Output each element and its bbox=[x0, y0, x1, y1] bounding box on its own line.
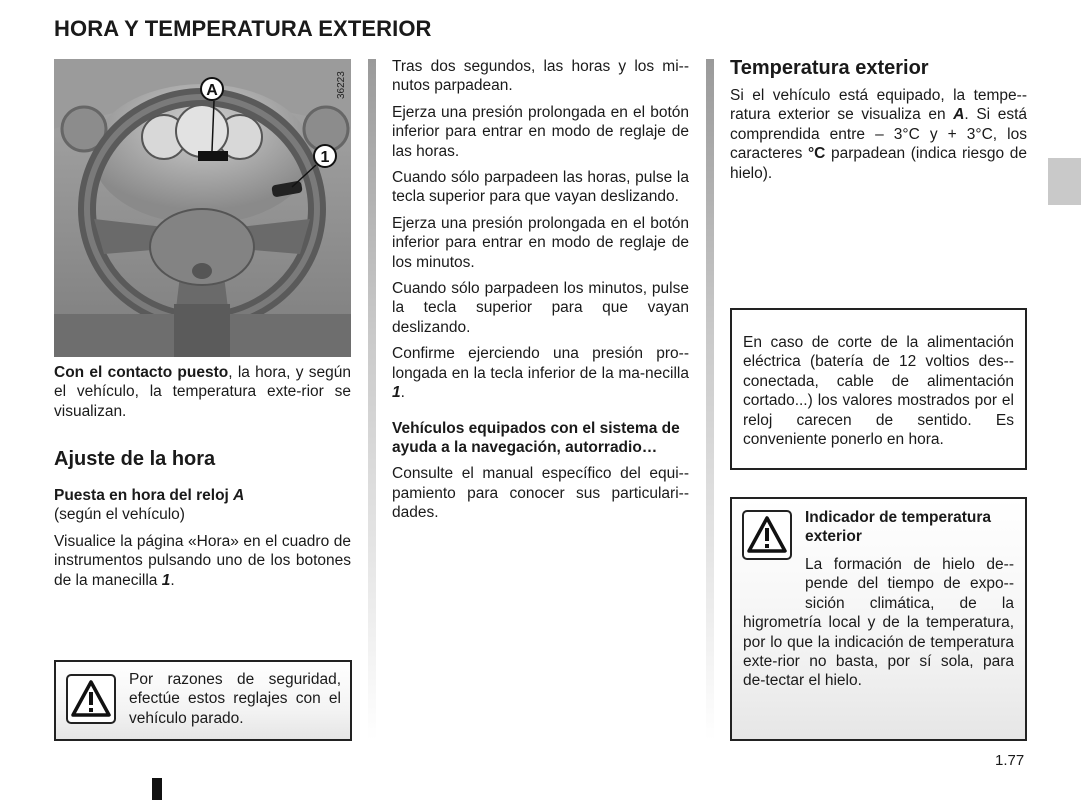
middle-paragraph-2: Ejerza una presión prolongada en el botón inferior para entrar en modo de reglaje de las horas. bbox=[392, 103, 689, 160]
setting-paragraph bbox=[54, 532, 351, 590]
ice-warning-text: La formación de hielo de-pende del tiempo de expo-sición climática, de la higrometría local y de la temperatura, por lo que la indicación de temperatura exte-rior no basta, por sí sola, para de-tectar el hielo. bbox=[743, 556, 1014, 690]
power-cut-note-box bbox=[730, 308, 1027, 470]
middle-paragraph-3: Cuando sólo parpadeen las horas, pulse la tecla superior para que vayan deslizando. bbox=[392, 169, 689, 206]
middle-paragraph-5: Cuando sólo parpadeen los minutos, pulse la tecla superior para que vayan deslizando. bbox=[392, 280, 689, 336]
subsection-heading bbox=[54, 486, 351, 525]
callout-a: A bbox=[206, 82, 218, 99]
intro-rest: , la hora, y según el vehículo, la temperatura exte-rior se visualizan. bbox=[54, 364, 351, 420]
middle-paragraph-6-end: . bbox=[400, 384, 405, 402]
middle-paragraph-4: Ejerza una presión prolongada en el botón inferior para entrar en modo de reglaje de los minutos. bbox=[392, 214, 689, 271]
chapter-tab bbox=[1048, 158, 1081, 205]
column-middle bbox=[392, 57, 689, 530]
navigation-heading: Vehículos equipados con el sistema de ayuda a la navegación, autorradio… bbox=[392, 419, 680, 456]
steering-wheel-illustration bbox=[54, 59, 351, 357]
safety-warning-box bbox=[54, 660, 352, 741]
intro-paragraph bbox=[54, 363, 351, 421]
middle-paragraph-6-ref: 1 bbox=[392, 384, 401, 402]
intro-bold: Con el contacto puesto bbox=[54, 364, 229, 381]
warning-triangle-icon bbox=[66, 674, 116, 724]
column-divider-right bbox=[706, 59, 714, 740]
figure-ref-number: 36223 bbox=[336, 71, 347, 99]
crop-mark bbox=[152, 778, 162, 800]
column-left bbox=[54, 363, 351, 428]
middle-paragraph-6-text: Confirme ejerciendo una presión pro-longada en la tecla inferior de la ma-necilla bbox=[392, 345, 689, 382]
middle-paragraph-6 bbox=[392, 344, 689, 402]
temperature-paragraph bbox=[730, 86, 1027, 183]
subsection-bold: Puesta en hora del reloj bbox=[54, 487, 234, 504]
ice-warning-box bbox=[730, 497, 1027, 741]
temperature-paragraph-ref: A bbox=[953, 106, 965, 124]
setting-paragraph-end: . bbox=[170, 571, 175, 589]
setting-paragraph-ref: 1 bbox=[161, 571, 171, 589]
page-number: 1.77 bbox=[995, 752, 1025, 769]
subsection-ref: A bbox=[233, 487, 245, 504]
subsection-note: (según el vehículo) bbox=[54, 506, 185, 524]
warning-triangle-icon bbox=[742, 510, 792, 560]
column-left-setting bbox=[54, 486, 351, 597]
temperature-paragraph-mid: . Si está comprendida entre – 3°C y + 3°C, los caracteres bbox=[730, 106, 1028, 163]
page-title: HORA Y TEMPERATURA EXTERIOR bbox=[54, 16, 432, 41]
section-title-time-setting: Ajuste de la hora bbox=[54, 448, 216, 470]
temperature-paragraph-unit: °C bbox=[807, 145, 826, 163]
column-right bbox=[730, 86, 1027, 190]
middle-paragraph-1: Tras dos segundos, las horas y los mi-nutos parpadean. bbox=[392, 58, 689, 95]
navigation-paragraph: Consulte el manual específico del equi-pamiento para conocer sus particulari-dades. bbox=[392, 465, 689, 522]
power-cut-note-text: En caso de corte de la alimentación eléctrica (batería de 12 voltios des-conectada, cable de alimentación cortado...) los valores mostrados por el reloj carecen de sentido. Es conveniente ponerlo en hora. bbox=[743, 334, 1014, 449]
ice-warning-text-wrap bbox=[743, 555, 1014, 691]
setting-paragraph-text: Visualice la página «Hora» en el cuadro de instrumentos pulsando uno de los botones de la manecilla bbox=[54, 532, 351, 589]
icon-float-spacer bbox=[743, 555, 805, 594]
section-title-outside-temperature: Temperatura exterior bbox=[730, 57, 929, 79]
column-divider-left bbox=[368, 59, 376, 740]
ice-warning-title: Indicador de temperatura exterior bbox=[805, 509, 992, 546]
temperature-paragraph-end: parpadean (indica riesgo de hielo). bbox=[730, 145, 1028, 182]
temperature-paragraph-text: Si el vehículo está equipado, la tempe-ratura exterior se visualiza en bbox=[730, 87, 1027, 124]
callout-1: 1 bbox=[320, 149, 330, 166]
safety-warning-text: Por razones de seguridad, efectúe estos reglajes con el vehículo parado. bbox=[129, 671, 341, 727]
